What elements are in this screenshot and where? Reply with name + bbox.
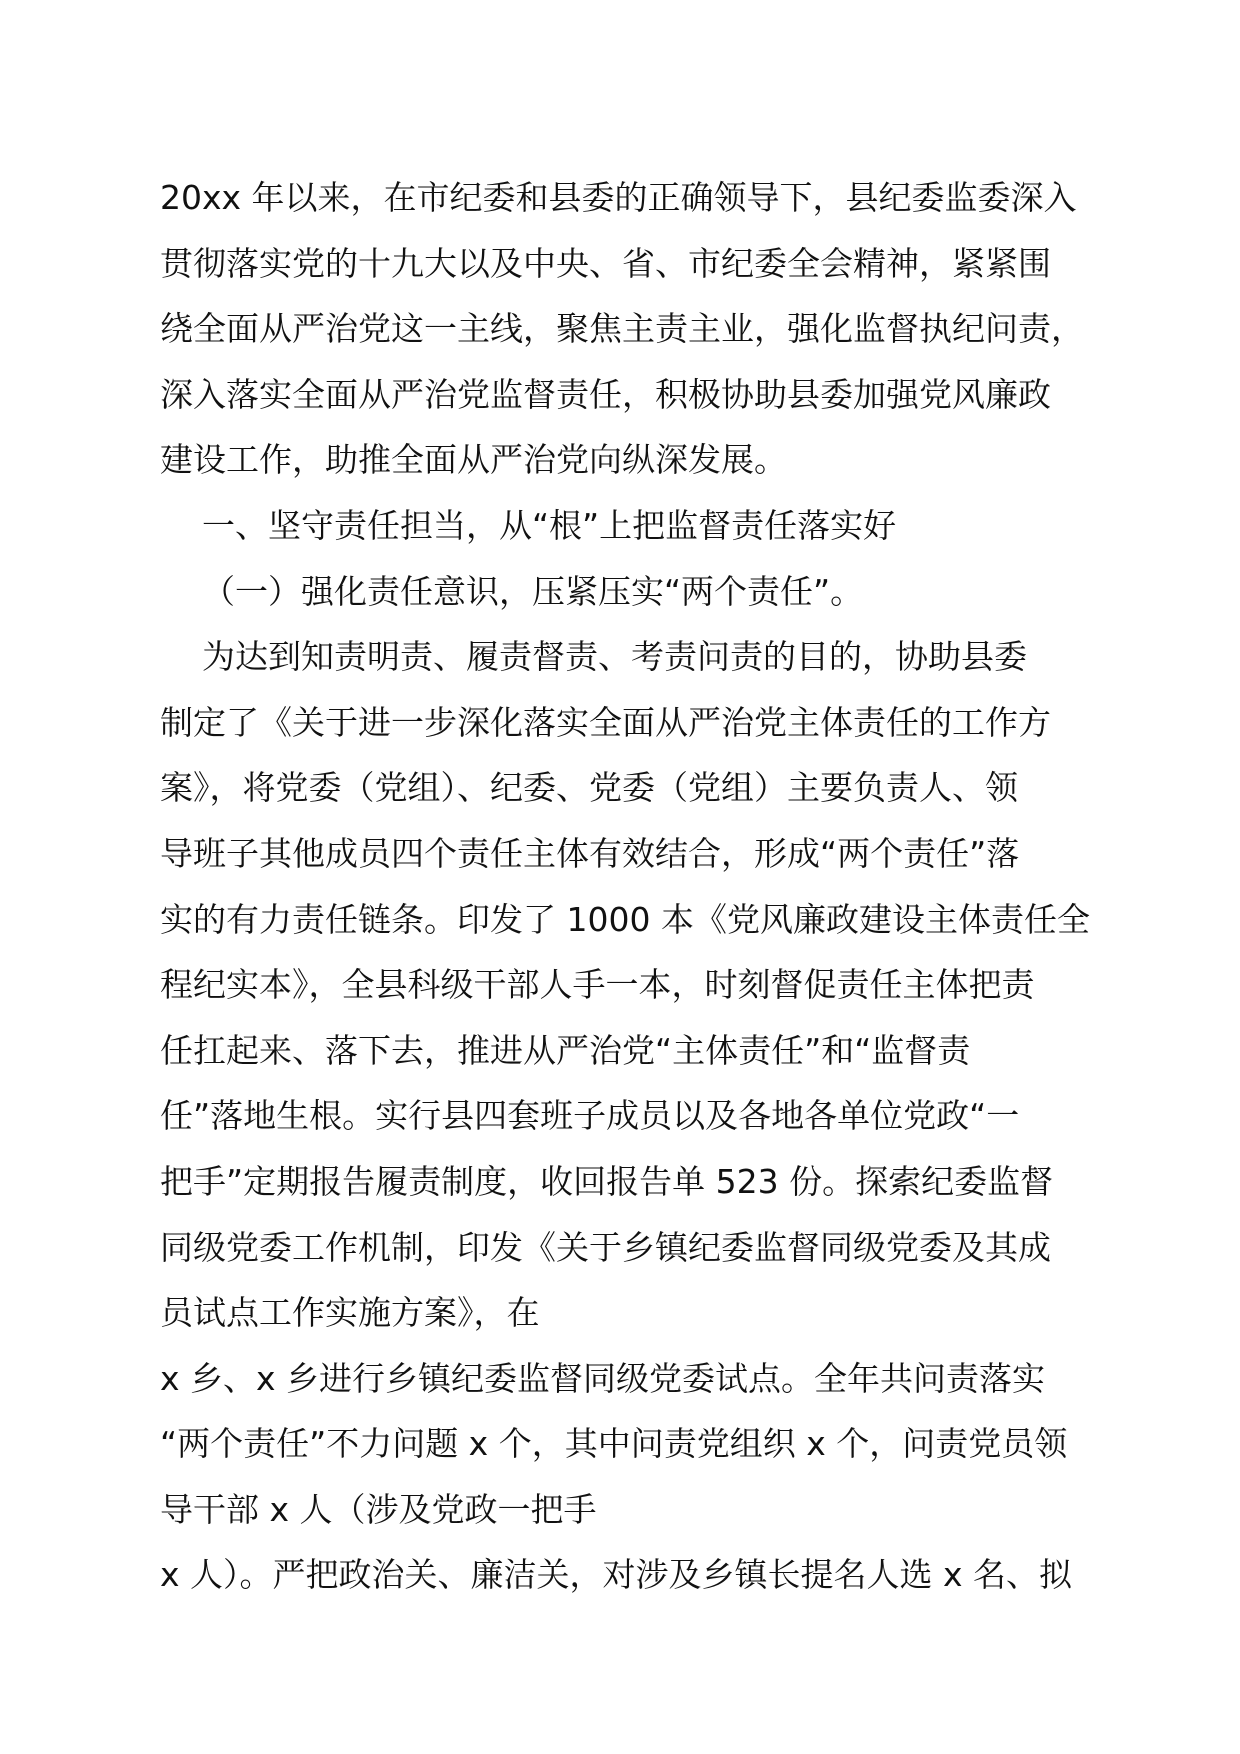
text-line: 案》，将党委（党组）、纪委、党委（党组）主要负责人、领 <box>160 768 1018 808</box>
text-line: 任”落地生根。实行县四套班子成员以及各地各单位党政“一 <box>160 1096 1020 1136</box>
text-line: 绕全面从严治党这一主线，聚焦主责主业，强化监督执纪问责， <box>160 309 1084 349</box>
section-heading: 一、坚守责任担当，从“根”上把监督责任落实好 <box>160 505 897 545</box>
subsection-heading: （一）强化责任意识，压紧压实“两个责任”。 <box>160 571 864 611</box>
text-line: 导班子其他成员四个责任主体有效结合，形成“两个责任”落 <box>160 833 1020 873</box>
body-text <box>160 165 1120 1608</box>
text-line: 为达到知责明责、履责督责、考责问责的目的，协助县委 <box>160 637 1027 677</box>
text-line: 建设工作，助推全面从严治党向纵深发展。 <box>160 440 787 480</box>
text-line: 把手”定期报告履责制度，收回报告单 523 份。探索纪委监督 <box>160 1161 1054 1201</box>
text-line: 实的有力责任链条。印发了 1000 本《党风廉政建设主体责任全 <box>160 899 1090 939</box>
text-line: 20xx 年以来，在市纪委和县委的正确领导下，县纪委监委深入 <box>160 178 1077 217</box>
text-line: 员试点工作实施方案》，在 <box>160 1293 540 1333</box>
text-line: 贯彻落实党的十九大以及中央、省、市纪委全会精神，紧紧围 <box>160 243 1051 283</box>
text-line: x 乡、x 乡进行乡镇纪委监督同级党委试点。全年共问责落实 <box>160 1358 1046 1398</box>
text-line: x 人）。严把政治关、廉洁关，对涉及乡镇长提名人选 x 名、拟 <box>160 1555 1073 1595</box>
text-line: 制定了《关于进一步深化落实全面从严治党主体责任的工作方 <box>160 702 1051 742</box>
text-line: “两个责任”不力问题 x 个，其中问责党组织 x 个，问责党员领 <box>160 1424 1068 1464</box>
text-line: 任扛起来、落下去，推进从严治党“主体责任”和“监督责 <box>160 1030 971 1070</box>
text-line: 程纪实本》，全县科级干部人手一本，时刻督促责任主体把责 <box>160 965 1035 1005</box>
text-line: 深入落实全面从严治党监督责任，积极协助县委加强党风廉政 <box>160 374 1051 414</box>
text-line: 导干部 x 人（涉及党政一把手 <box>160 1489 597 1529</box>
text-line: 同级党委工作机制，印发《关于乡镇纪委监督同级党委及其成 <box>160 1227 1051 1267</box>
